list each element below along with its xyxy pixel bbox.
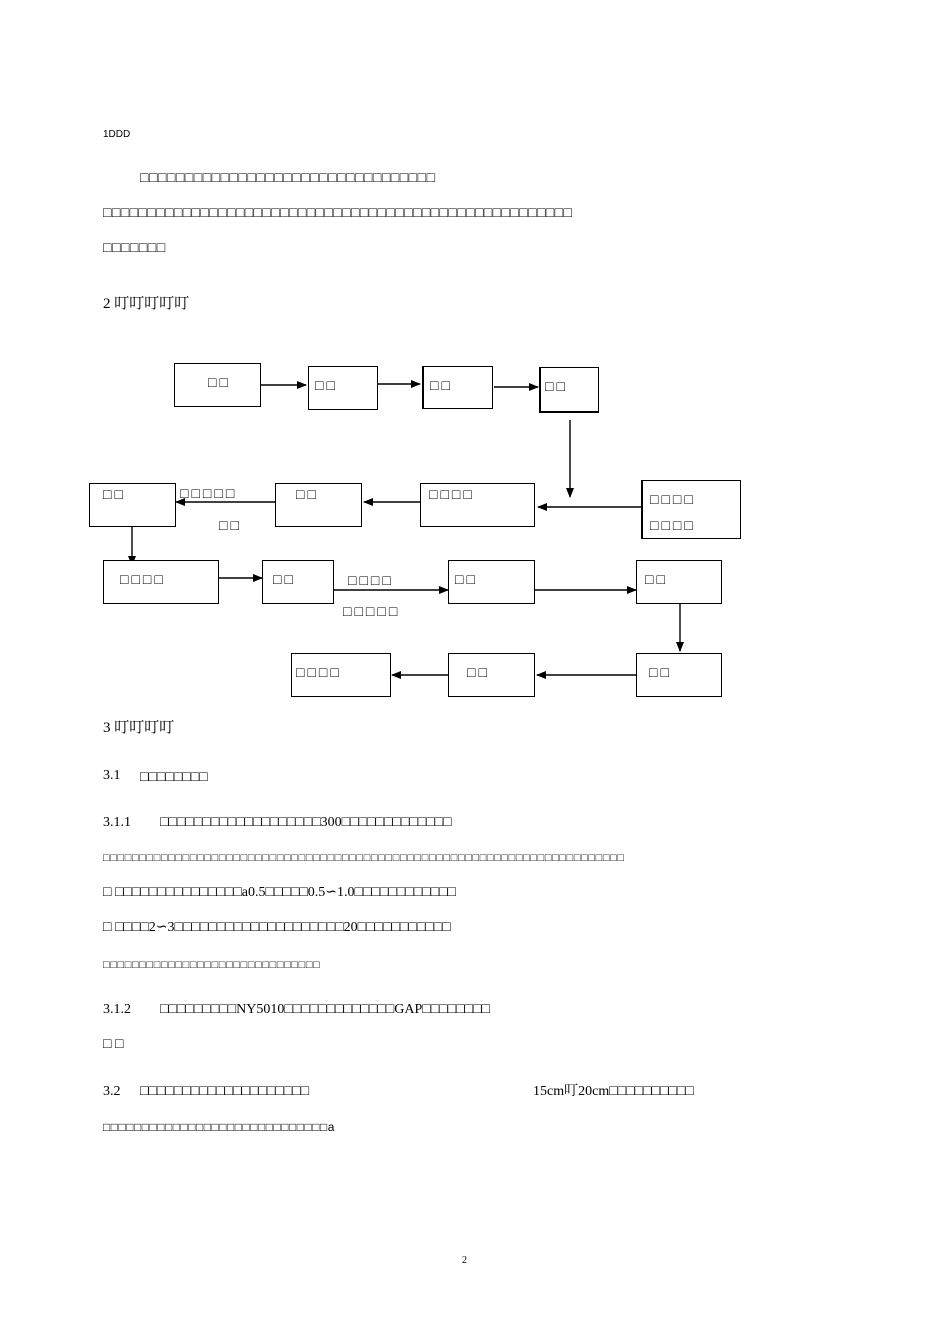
flow-box-2 [308,366,378,410]
flow-box-5-label: □□□□ [650,493,696,508]
header-code: 1DDD [103,129,131,140]
flow-box-6-label: □□□□ [429,488,475,503]
flow-box-2-label: □□ [315,379,338,394]
s311-line3: □ □□□□□□□□□□□□□□□a0.5□□□□□0.5∽1.0□□□□□□□□□□□□ [103,885,456,900]
flow-box-9-label: □□□□ [120,573,166,588]
flow-box-12-label: □□ [645,573,668,588]
flow-box-15-label: □□□□ [296,666,342,681]
flow-box-15 [291,653,391,697]
s32-line1-part2: 15cm叮20cm□□□□□□□□□□ [533,1084,694,1099]
flow-box-14 [448,653,535,697]
flow-box-4 [539,367,599,413]
flow-box-8-label: □□ [103,488,126,503]
s311-line4: □ □□□□2∽3□□□□□□□□□□□□□□□□□□□□20□□□□□□□□□□□ [103,920,451,935]
s32-line1-part1: □□□□□□□□□□□□□□□□□□□□ [140,1084,310,1099]
flow-box-13-label: □□ [649,666,672,681]
flow-box-7-label: □□ [296,488,319,503]
flow-box-1-label: □□ [208,376,231,391]
flow-box-10 [262,560,334,604]
s311-line1: □□□□□□□□□□□□□□□□□□□300□□□□□□□□□□□□□ [160,815,452,830]
flow-label-4: □□□□□ [343,605,401,620]
flow-label-3: □□□□ [348,574,394,589]
flow-box-7 [275,483,362,527]
para1-line3: □□□□□□□ [103,239,166,255]
para1-line1: □□□□□□□□□□□□□□□□□□□□□□□□□□□□□□□□□ [140,169,436,185]
flow-label-1: □□□□□ [180,487,238,502]
flow-box-14-label: □□ [467,666,490,681]
flow-box-3 [422,366,493,409]
s312-line2: □ □ [103,1037,124,1052]
flow-box-6 [420,483,535,527]
flow-box-9 [103,560,219,604]
flow-label-2: □□ [219,519,242,534]
flow-box-4-label: □□ [545,380,568,395]
flow-box-3-label: □□ [430,379,453,394]
s312-number: 3.1.2 [103,1002,131,1017]
flow-box-13 [636,653,722,697]
flow-box-1 [174,363,261,407]
s31-heading: □□□□□□□□ [140,768,208,784]
s312-line1: □□□□□□□□□NY5010□□□□□□□□□□□□□GAP□□□□□□□□ [160,1002,490,1017]
section3-title: 3 叮叮叮叮 [103,720,175,736]
s32-number: 3.2 [103,1084,121,1099]
s311-line2: □□□□□□□□□□□□□□□□□□□□□□□□□□□□□□□□□□□□□□□□□□□□□□□□□□□□□□□□□□□□□□□□□□□□□□□□ [103,852,625,864]
para1-line2: □□□□□□□□□□□□□□□□□□□□□□□□□□□□□□□□□□□□□□□□□□□□□□□□□□□□□ [103,204,573,220]
flow-box-12 [636,560,722,604]
flow-box-10-label: □□ [273,573,296,588]
flow-box-11-label: □□ [455,573,478,588]
flow-box-5-label2: □□□□ [650,519,696,534]
flow-box-8 [89,483,176,527]
section2-title: 2 叮叮叮叮叮 [103,296,190,312]
s32-line2: □□□□□□□□□□□□□□□□□□□□□□□□□□□□□a [103,1120,335,1134]
s311-line5: □□□□□□□□□□□□□□□□□□□□□□□□□□□□□□ [103,959,321,971]
flow-box-5 [641,480,741,539]
s31-number: 3.1 [103,768,121,783]
s311-number: 3.1.1 [103,815,131,830]
page-number: 2 [462,1255,467,1266]
flow-box-11 [448,560,535,604]
